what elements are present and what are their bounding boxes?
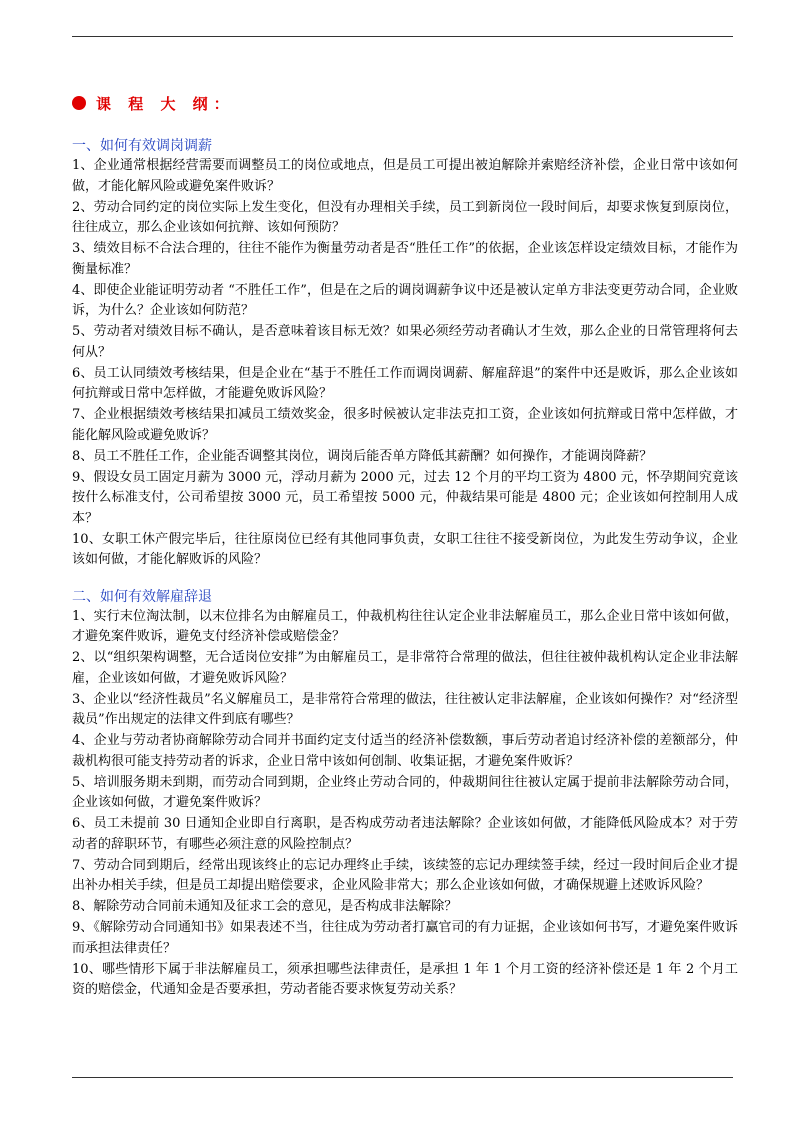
section-dismissal [72, 587, 738, 1001]
section-transfer-pay [72, 136, 738, 571]
list-item: 3、绩效目标不合法合理的，往往不能作为衡量劳动者是否“胜任工作”的依据，企业该怎样设定绩效目标，才能作为衡量标准？ [72, 241, 738, 277]
item-list [72, 607, 738, 1001]
list-item: 6、员工认同绩效考核结果，但是企业在“基于不胜任工作而调岗调薪、解雇辞退”的案件中还是败诉，那么企业该如何抗辩或日常中怎样做，才能避免败诉风险？ [72, 365, 738, 401]
list-item: 5、培训服务期未到期，而劳动合同到期，企业终止劳动合同的，仲裁期间往往被认定属于提前非法解除劳动合同，企业该如何做，才避免案件败诉？ [72, 774, 738, 810]
item-list [72, 156, 738, 571]
list-item: 3、企业以“经济性裁员”名义解雇员工，是非常符合常理的做法，往往被认定非法解雇，企业该如何操作？对“经济型裁员”作出规定的法律文件到底有哪些？ [72, 691, 738, 727]
list-item: 8、员工不胜任工作，企业能否调整其岗位，调岗后能否单方降低其薪酬？如何操作，才能调岗降薪？ [72, 448, 653, 464]
section-title: 二、如何有效解雇辞退 [72, 588, 212, 605]
list-item: 10、哪些情形下属于非法解雇员工，须承担哪些法律责任，是承担 1 年 1 个月工资的经济补偿还是 1 年 2 个月工资的赔偿金，代通知金是否要承担，劳动者能否要求恢复劳动关系？ [72, 961, 738, 997]
outline-title: 课 程 大 纲： [96, 94, 235, 113]
list-item: 1、实行末位淘汰制，以末位排名为由解雇员工，仲裁机构往往认定企业非法解雇员工，那么企业日常中该如何做，才避免案件败诉，避免支付经济补偿或赔偿金？ [72, 608, 738, 644]
list-item: 5、劳动者对绩效目标不确认，是否意味着该目标无效？如果必须经劳动者确认才生效，那么企业的日常管理将何去何从？ [72, 324, 738, 360]
footer-rule [72, 1077, 733, 1078]
list-item: 7、劳动合同到期后，经常出现该终止的忘记办理终止手续，该续签的忘记办理续签手续，经过一段时间后企业才提出补办相关手续，但是员工却提出赔偿要求，企业风险非常大；那么企业该如何做，才确保规避上述败诉风险？ [72, 857, 738, 893]
red-bullet-icon [72, 96, 86, 110]
header-rule [72, 36, 733, 37]
list-item: 9、《解除劳动合同通知书》如果表述不当，往往成为劳动者打赢官司的有力证据，企业该如何书写，才避免案件败诉而承担法律责任？ [72, 920, 738, 956]
list-item: 4、即使企业能证明劳动者 “不胜任工作”，但是在之后的调岗调薪争议中还是被认定单方非法变更劳动合同，企业败诉，为什么？企业该如何防范？ [72, 282, 738, 318]
list-item: 1、企业通常根据经营需要而调整员工的岗位或地点，但是员工可提出被迫解除并索赔经济补偿，企业日常中该如何做，才能化解风险或避免案件败诉？ [72, 158, 738, 194]
list-item: 7、企业根据绩效考核结果扣减员工绩效奖金，很多时候被认定非法克扣工资，企业该如何抗辩或日常中怎样做，才能化解风险或避免败诉？ [72, 407, 738, 443]
list-item: 4、企业与劳动者协商解除劳动合同并书面约定支付适当的经济补偿数额，事后劳动者追讨经济补偿的差额部分，仲裁机构很可能支持劳动者的诉求，企业日常中该如何创制、收集证据，才避免案件败诉？ [72, 733, 738, 769]
section-title: 一、如何有效调岗调薪 [72, 138, 212, 154]
list-item: 8、解除劳动合同前未通知及征求工会的意见，是否构成非法解除？ [72, 899, 458, 914]
list-item: 2、以“组织架构调整，无合适岗位安排”为由解雇员工，是非常符合常理的做法，但往往被仲裁机构认定企业非法解雇，企业该如何做，才避免败诉风险？ [72, 650, 738, 686]
list-item: 2、劳动合同约定的岗位实际上发生变化，但没有办理相关手续，员工到新岗位一段时间后，却要求恢复到原岗位，往往成立，那么企业该如何抗辩、该如何预防？ [72, 199, 738, 235]
outline-heading [72, 92, 738, 114]
list-item: 6、员工未提前 30 日通知企业即自行离职，是否构成劳动者违法解除？企业该如何做，才能降低风险成本？对于劳动者的辞职环节，有哪些必须注意的风险控制点？ [72, 816, 738, 852]
list-item: 9、假设女员工固定月薪为 3000 元，浮动月薪为 2000 元，过去 12 个月的平均工资为 4800 元，怀孕期间究竟该按什么标准支付，公司希望按 3000 元，员工希望按 5000 元，仲裁结果可能是 4800 元；企业该如何控制用人成本？ [72, 469, 738, 526]
document-page [72, 92, 738, 1017]
list-item: 10、女职工休产假完毕后，往往原岗位已经有其他同事负责，女职工往往不接受新岗位，为此发生劳动争议，企业该如何做，才能化解败诉的风险？ [72, 531, 738, 567]
